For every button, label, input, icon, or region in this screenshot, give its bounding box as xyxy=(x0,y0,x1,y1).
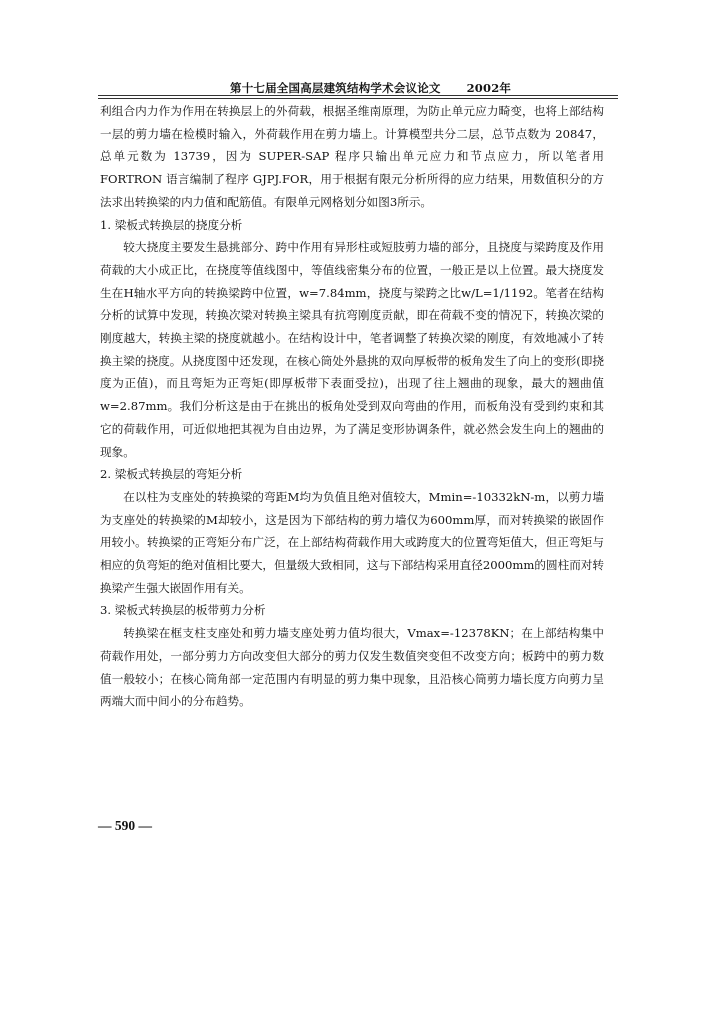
intro-paragraph: 利组合内力作为作用在转换层上的外荷载，根据圣维南原理，为防止单元应力畸变，也将上部结构一层的剪力墙在检模时输入，外荷载作用在剪力墙上。计算模型共分二层，总节点数为 20847，总单元数为 13739，因为 SUPER-SAP 程序只输出单元应力和节点应力，所以笔者用 FORTRON 语言编制了程序 GJPJ.FOR，用于根据有限元分析所得的应力结果，用数值积分的方法求出转换梁的内力值和配筋值。有限单元网格划分如图3所示。 xyxy=(100,104,604,209)
section-heading-shear: 3. 梁板式转换层的板带剪力分析 xyxy=(100,603,266,618)
paragraph-deflection: 较大挠度主要发生悬挑部分、跨中作用有异形柱或短肢剪力墙的部分，且挠度与梁跨度及作用荷载的大小成正比，在挠度等值线图中，等值线密集分布的位置，一般正是以上位置。最大挠度发生在H轴水平方向的转换梁跨中位置，w=7.84mm，挠度与梁跨之比w/L=1/1192。笔者在结构分析的试算中发现，转换次梁对转换主梁具有抗弯刚度贡献，即在荷载不变的情况下，转换次梁的刚度越大，转换主梁的挠度就越小。在结构设计中，笔者调整了转换次梁的刚度，有效地减小了转换主梁的挠度。从挠度图中还发现，在核心筒处外悬挑的双向厚板带的板角发生了向上的变形(即挠度为正值)，而且弯矩为正弯矩(即厚板带下表面受拉)，出现了往上翘曲的现象，最大的翘曲值w=2.87mm。我们分析这是由于在挑出的板角处受到双向弯曲的作用，而板角没有受到约束和其它的荷载作用，可近似地把其视为自由边界，为了满足变形协调条件，就必然会发生向上的翘曲的现象。 xyxy=(100,240,604,459)
section-heading-deflection: 1. 梁板式转换层的挠度分析 xyxy=(100,217,243,232)
header-year: 2002年 xyxy=(466,81,512,95)
header-rule-bottom xyxy=(98,98,618,99)
paragraph-moment: 在以柱为支座处的转换梁的弯距M均为负值且绝对值较大，Mmin=-10332kN-m，以剪力墙为支座处的转换梁的M却较小，这是因为下部结构的剪力墙仅为600mm厚，而对转换梁的嵌固作用较小。转换梁的正弯矩分布广泛，在上部结构荷载作用大或跨度大的位置弯矩值大，但正弯矩与相应的负弯矩的绝对值相比要大，但量级大致相同，这与下部结构采用直径2000mm的圆柱而对转换梁产生强大嵌固作用有关。 xyxy=(100,489,604,595)
header-title: 第十七届全国高层建筑结构学术会议论文 xyxy=(230,81,441,95)
section-heading-moment: 2. 梁板式转换层的弯矩分析 xyxy=(100,467,243,482)
running-header xyxy=(230,80,511,96)
paragraph-shear: 转换梁在框支柱支座处和剪力墙支座处剪力值均很大，Vmax=-12378KN；在上部结构集中荷载作用处，一部分剪力方向改变但大部分的剪力仅发生数值突变但不改变方向；板跨中的剪力数值一般较小；在核心筒角部一定范围内有明显的剪力集中现象，且沿核心筒剪力墙长度方向剪力呈两端大而中间小的分布趋势。 xyxy=(100,626,604,709)
body-text xyxy=(100,100,604,713)
page-number: — 590 — xyxy=(98,818,152,833)
header-rule-top xyxy=(98,95,618,96)
